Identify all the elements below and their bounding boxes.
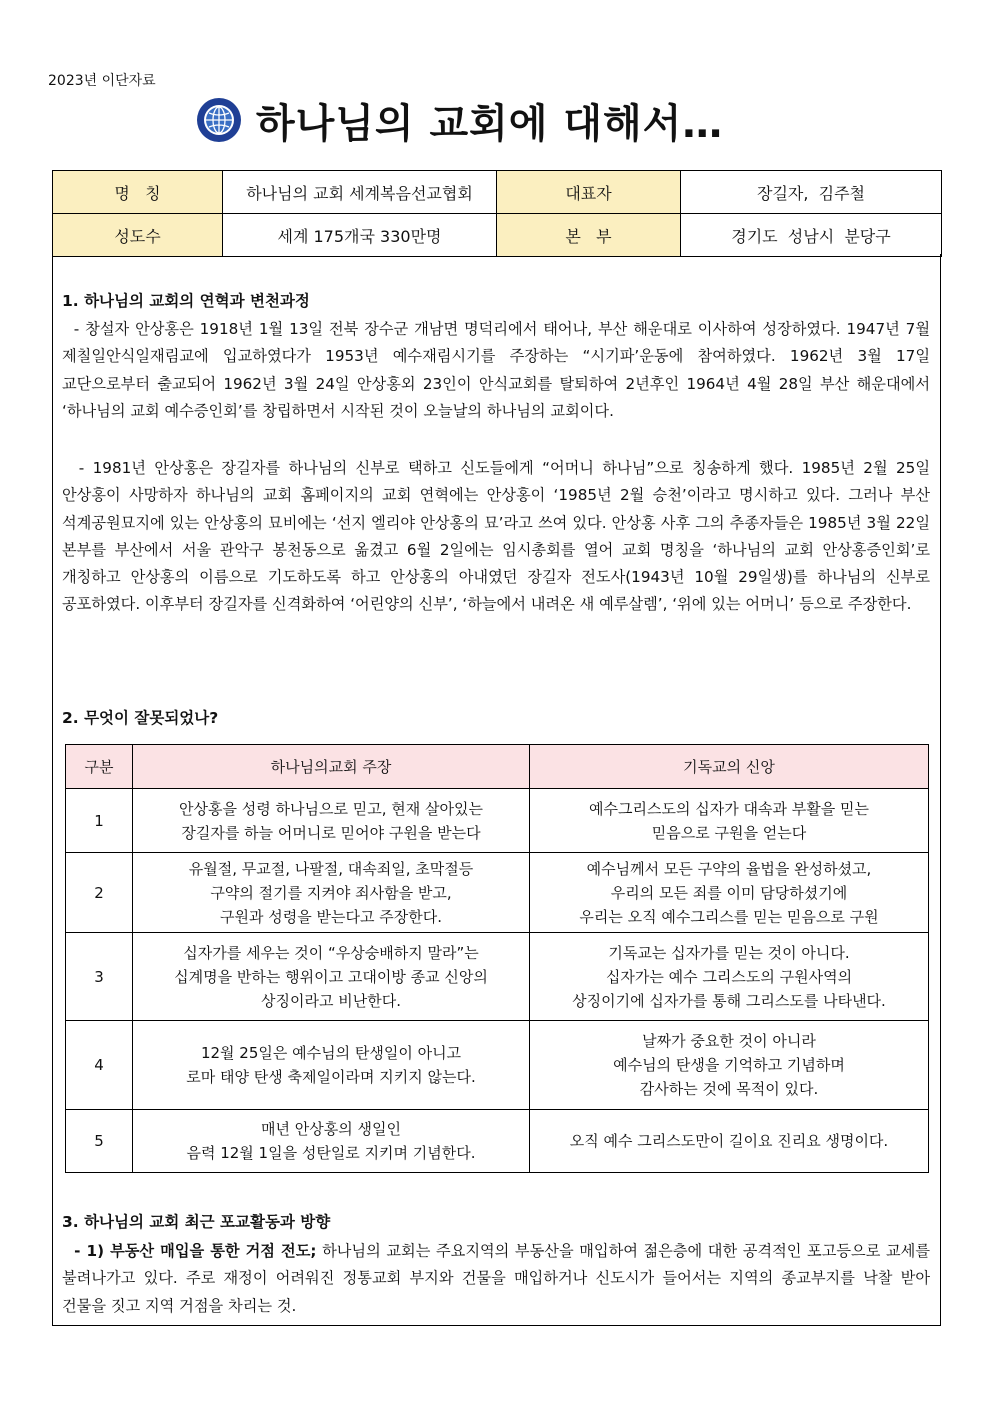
claim-line: 장길자를 하늘 어머니로 믿어야 구원을 받는다 — [181, 823, 481, 842]
faith-line: 십자가는 예수 그리스도의 구원사역의 — [605, 967, 853, 986]
column-header-number: 구분 — [66, 745, 133, 789]
members-value: 세계 175개국 330만명 — [223, 214, 497, 257]
claim-line: 음력 12월 1일을 성탄일로 지키며 기념한다. — [186, 1144, 476, 1162]
headquarters-label: 본 부 — [497, 214, 681, 257]
faith-cell — [530, 789, 929, 853]
claim-line: 12월 25일은 예수님의 탄생일이 아니고 — [200, 1044, 462, 1062]
section3-lead: - 1) 부동산 매입을 통한 거점 전도; — [62, 1242, 317, 1260]
section1-paragraph2: - 1981년 안상홍은 장길자를 하나님의 신부로 택하고 신도들에게 “어머니 하나님”으로 칭송하게 했다. 1985년 2월 25일 안상홍이 사망하자 하나님의 교회 홈페이지의 교회 연혁에는 안상홍이 ‘1985년 2월 승천’이라고 명시하고 있다. 그러나 부산 석계공원묘지에 있는 안상홍의 묘비에는 ‘선지 엘리야 안상홍의 묘’라고 쓰여 있다. 안상홍 사후 그의 추종자들은 1985년 3월 22일 본부를 부산에서 서울 관악구 봉천동으로 옮겼고 6월 2일에는 임시총회를 열어 교회 명칭을 ‘하나님의 교회 안상홍증인회’로 개칭하고 안상홍의 이름으로 기도하도록 하고 안상홍의 아내였던 장길자 전도사(1943년 10월 29일생)를 하나님의 신부로 공포하였다. 이후부터 장길자를 신격화하여 ‘어린양의 신부’, ‘하늘에서 내려온 새 예루살렘’, ‘위에 있는 어머니’ 등으로 주장한다. — [62, 459, 935, 614]
claim-line: 안상홍을 성령 하나님으로 믿고, 현재 살아있는 — [179, 799, 483, 818]
faith-cell — [530, 933, 929, 1021]
claim-line: 구약의 절기를 지켜야 죄사함을 받고, — [210, 883, 452, 902]
row-number: 3 — [66, 933, 133, 1021]
headquarters-value: 경기도 성남시 분당구 — [681, 214, 942, 257]
claim-line: 십계명을 반하는 행위이고 고대이방 종교 신앙의 — [174, 967, 488, 986]
comparison-table — [65, 744, 929, 1173]
table-row — [66, 789, 929, 853]
name-value: 하나님의 교회 세계복음선교협회 — [223, 171, 497, 214]
faith-line: 오직 예수 그리스도만이 길이요 진리요 생명이다. — [569, 1132, 889, 1150]
section3-paragraph1 — [62, 1238, 935, 1320]
page-title: 하나님의 교회에 대해서… — [256, 100, 724, 147]
church-logo-icon — [196, 97, 242, 143]
claim-cell — [133, 933, 530, 1021]
claim-line: 매년 안상홍의 생일인 — [261, 1120, 401, 1138]
claim-line: 로마 태양 탄생 축제일이라며 지키지 않는다. — [186, 1068, 476, 1086]
row-number: 4 — [66, 1021, 133, 1110]
comparison-header-row — [66, 745, 929, 789]
section1-paragraph1: - 창설자 안상홍은 1918년 1월 13일 전북 장수군 개남면 명덕리에서 태어나, 부산 해운대로 이사하여 성장하였다. 1947년 7월 제칠일안식일재림교에 입교하였다가 1953년 예수재림시기를 주장하는 “시기파’운동에 참여하였다. 1962년 3월 17일 교단으로부터 출교되어 1962년 3월 24일 안상홍외 23인이 안식교회를 탈퇴하여 2년후인 1964년 4월 28일 부산 해운대에서 ‘하나님의 교회 예수증인회’를 창립하면서 시작된 것이 오늘날의 하나님의 교회이다. — [62, 320, 935, 420]
column-header-claim: 하나님의교회 주장 — [133, 745, 530, 789]
table-row — [66, 933, 929, 1021]
faith-line: 날짜가 중요한 것이 아니라 — [642, 1032, 816, 1050]
faith-line: 믿음으로 구원을 얻는다 — [651, 823, 807, 842]
faith-cell — [530, 1021, 929, 1110]
faith-line: 상징이기에 십자가를 통해 그리스도를 나타낸다. — [572, 991, 886, 1010]
faith-cell — [530, 1110, 929, 1173]
claim-cell — [133, 853, 530, 933]
representative-label: 대표자 — [497, 171, 681, 214]
claim-line: 구원과 성령을 받는다고 주장한다. — [220, 907, 442, 926]
row-number: 5 — [66, 1110, 133, 1173]
faith-line: 예수님께서 모든 구약의 율법을 완성하셨고, — [586, 859, 872, 878]
name-label: 명 칭 — [53, 171, 223, 214]
table-row — [66, 1110, 929, 1173]
faith-line: 예수님의 탄생을 기억하고 기념하며 — [613, 1056, 845, 1074]
claim-line: 유월절, 무교절, 나팔절, 대속죄일, 초막절등 — [188, 859, 474, 878]
faith-line: 우리는 오직 예수그리스를 믿는 믿음으로 구원 — [579, 907, 879, 926]
claim-cell — [133, 1110, 530, 1173]
claim-line: 십자가를 세우는 것이 “우상숭배하지 말라”는 — [183, 943, 479, 962]
section2-heading: 2. 무엇이 잘못되었나? — [62, 709, 219, 727]
claim-cell — [133, 789, 530, 853]
table-row — [66, 853, 929, 933]
faith-line: 기독교는 십자가를 믿는 것이 아니다. — [608, 943, 850, 962]
section3-heading: 3. 하나님의 교회 최근 포교활동과 방향 — [62, 1213, 331, 1231]
info-table — [52, 170, 942, 257]
column-header-faith: 기독교의 신앙 — [530, 745, 929, 789]
section1-heading: 1. 하나님의 교회의 연혁과 변천과정 — [62, 292, 310, 310]
row-number: 1 — [66, 789, 133, 853]
faith-line: 감사하는 것에 목적이 있다. — [639, 1080, 819, 1098]
representative-value: 장길자, 김주철 — [681, 171, 942, 214]
section3-body: 하나님의 교회는 주요지역의 부동산을 매입하여 젊은층에 대한 공격적인 포고등으로 교세를 불려나가고 있다. 주로 재정이 어려워진 정통교회 부지와 건물을 매입하거나 신도시가 들어서는 지역의 종교부지를 낙찰 받아 건물을 짓고 지역 거점을 차리는 것. — [62, 1242, 935, 1315]
faith-cell — [530, 853, 929, 933]
row-number: 2 — [66, 853, 133, 933]
faith-line: 예수그리스도의 십자가 대속과 부활을 믿는 — [589, 799, 869, 818]
title-row — [196, 92, 723, 148]
year-label: 2023년 이단자료 — [48, 73, 156, 89]
table-row — [66, 1021, 929, 1110]
faith-line: 우리의 모든 죄를 이미 담당하셨기에 — [610, 883, 848, 902]
members-label: 성도수 — [53, 214, 223, 257]
claim-line: 상징이라고 비난한다. — [261, 991, 401, 1010]
claim-cell — [133, 1021, 530, 1110]
